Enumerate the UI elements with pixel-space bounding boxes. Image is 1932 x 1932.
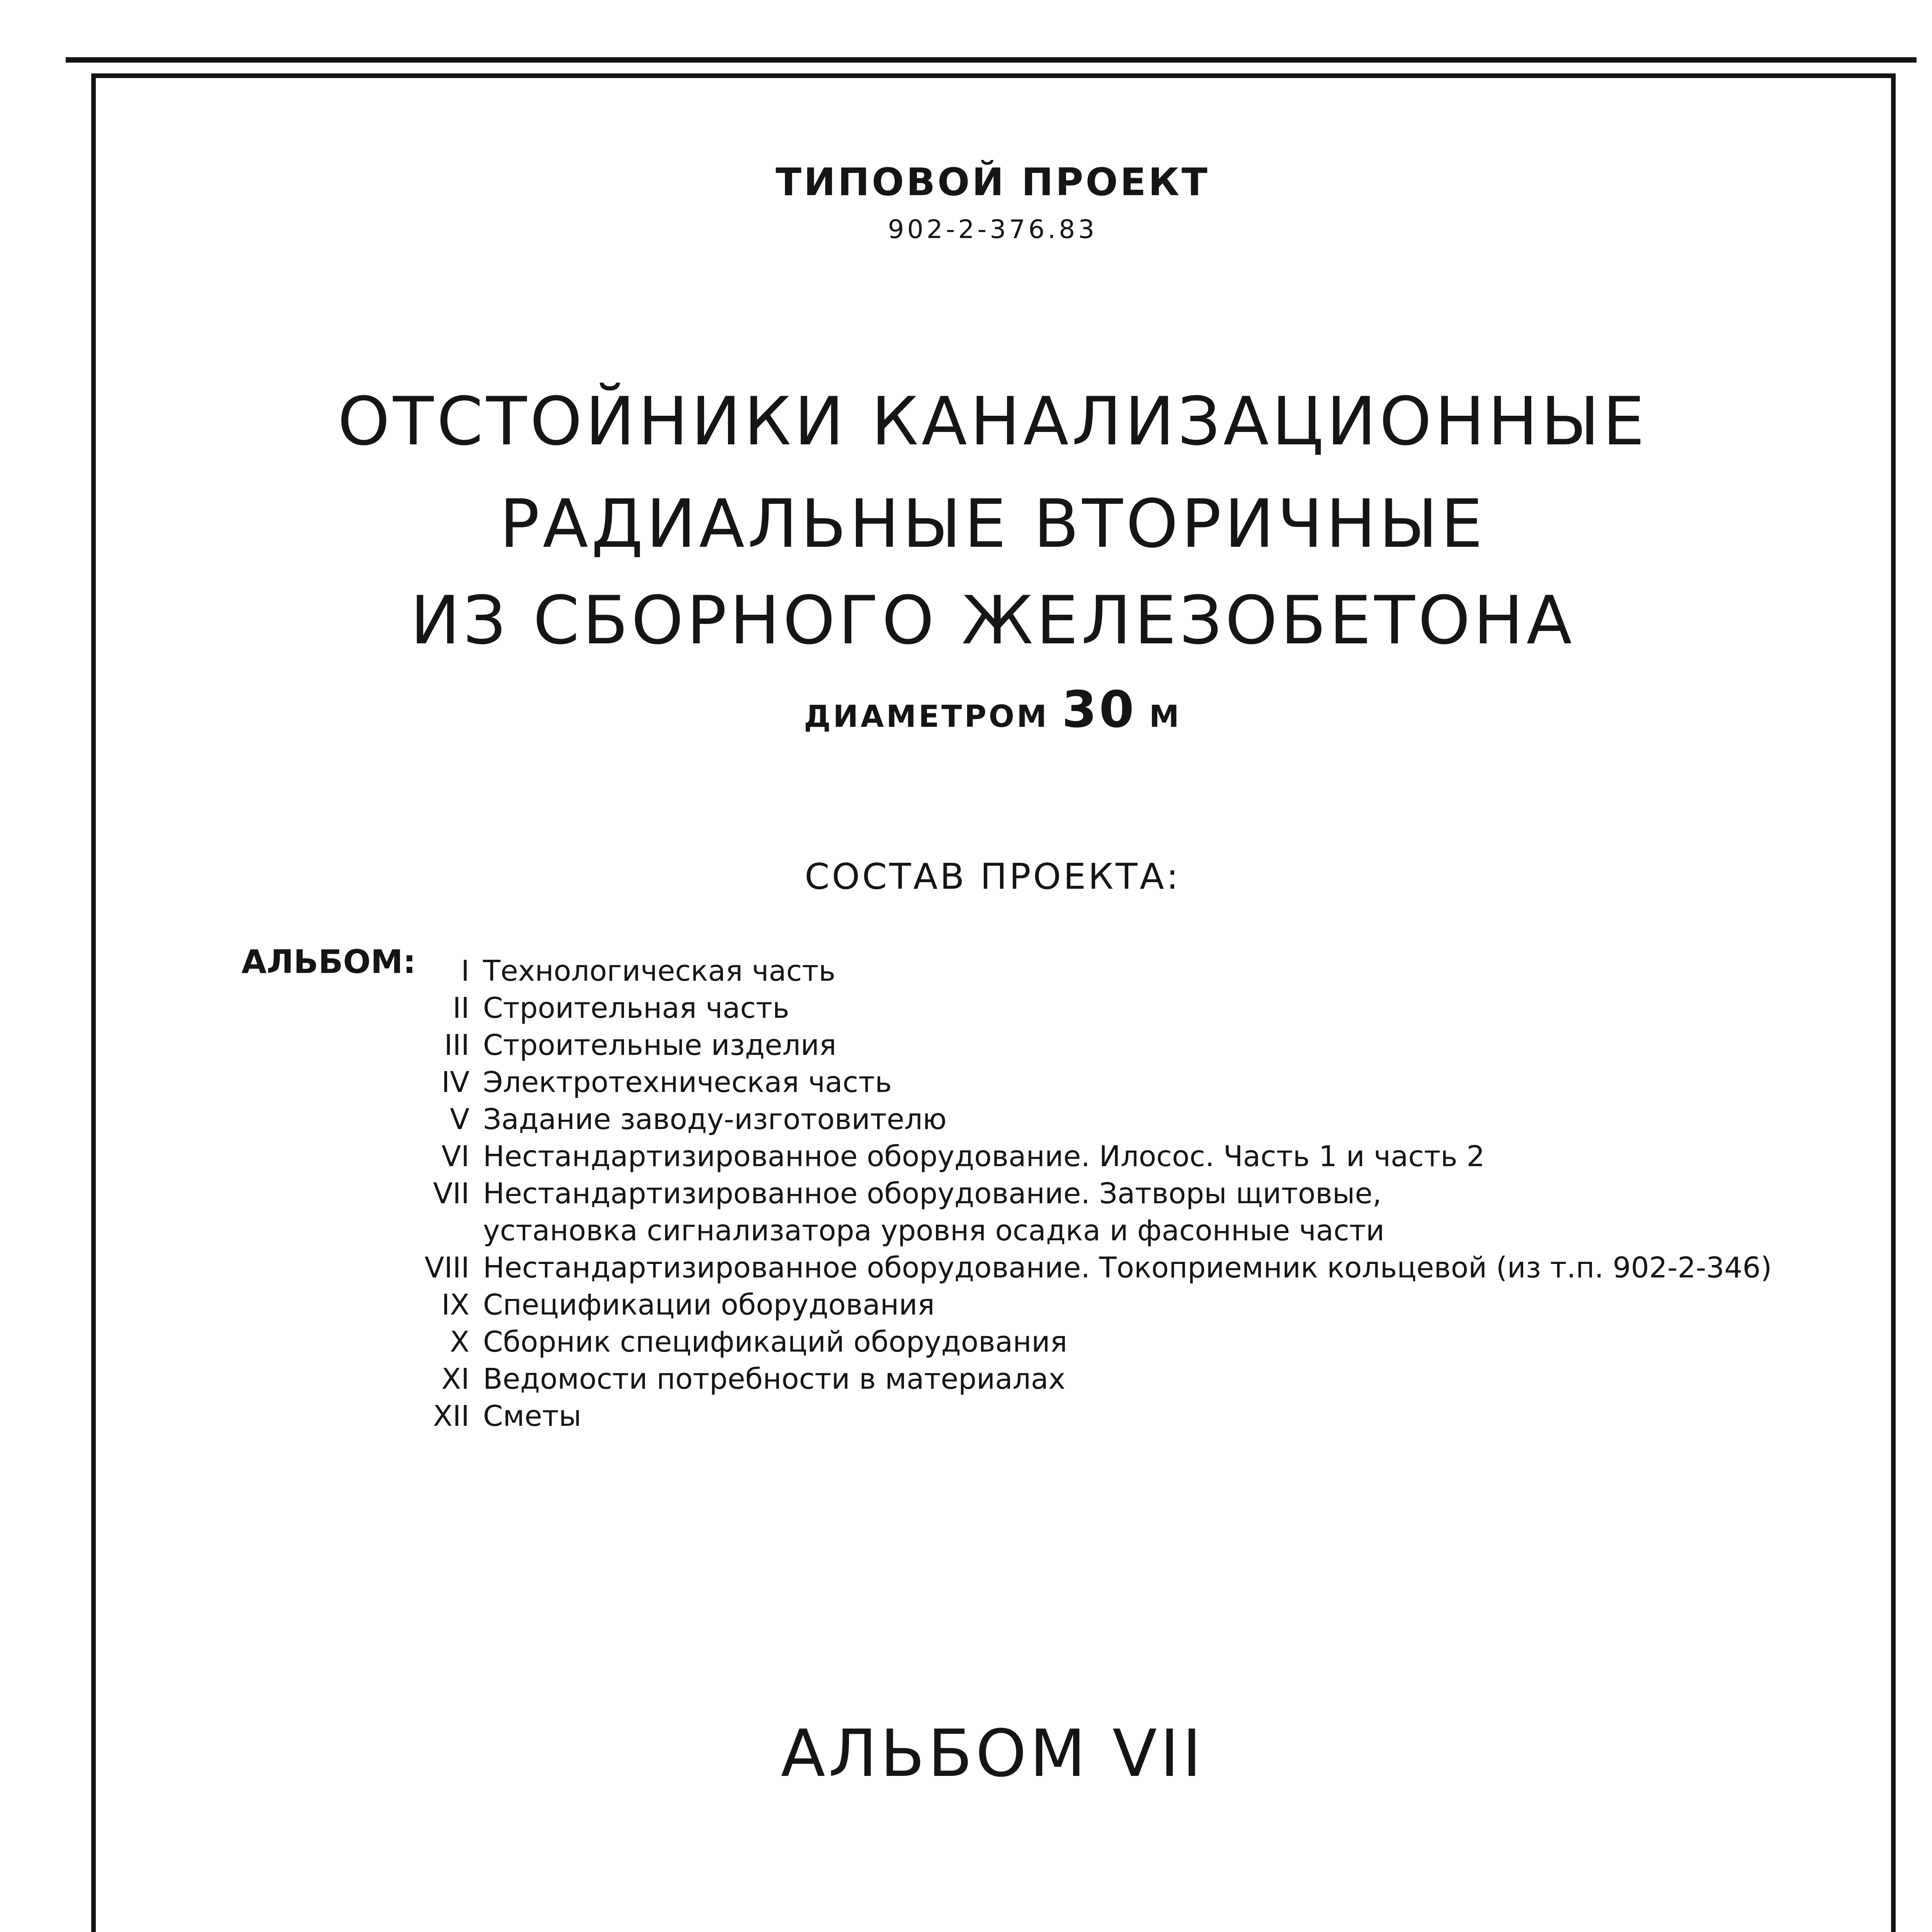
album-list-item bbox=[417, 1212, 1835, 1249]
title-line-1: ОТСТОЙНИКИ КАНАЛИЗАЦИОННЫЕ bbox=[337, 383, 1648, 460]
album-number: VI bbox=[441, 1140, 469, 1173]
album-number: XI bbox=[441, 1362, 469, 1396]
album-list-item bbox=[417, 1027, 1835, 1064]
composition-heading: СОСТАВ ПРОЕКТА: bbox=[804, 856, 1181, 897]
album-number: IX bbox=[441, 1288, 469, 1321]
album-number: VIII bbox=[424, 1251, 469, 1284]
album-number: III bbox=[444, 1029, 469, 1062]
diameter-label: ДИАМЕТРОМ bbox=[804, 699, 1049, 734]
album-description: Электротехническая часть bbox=[483, 1066, 892, 1099]
frame-top-line bbox=[66, 57, 1917, 63]
project-type: ТИПОВОЙ ПРОЕКТ bbox=[776, 160, 1210, 204]
album-description: Спецификации оборудования bbox=[483, 1288, 935, 1321]
album-list-item bbox=[417, 1361, 1835, 1398]
diameter-unit: М bbox=[1149, 699, 1182, 734]
album-list-item bbox=[417, 1064, 1835, 1101]
album-list bbox=[417, 952, 1835, 1435]
album-number: V bbox=[450, 1103, 469, 1136]
album-list-item bbox=[417, 1398, 1835, 1435]
album-list-item bbox=[417, 1101, 1835, 1138]
album-number: XII bbox=[433, 1400, 469, 1433]
project-code: 902-2-376.83 bbox=[888, 214, 1098, 244]
album-description: Сметы bbox=[483, 1400, 582, 1433]
album-number: I bbox=[461, 954, 469, 988]
title-line-2: РАДИАЛЬНЫЕ ВТОРИЧНЫЕ bbox=[499, 485, 1486, 563]
album-description: Технологическая часть bbox=[483, 954, 836, 988]
album-label: АЛЬБОМ: bbox=[242, 943, 416, 981]
album-list-item bbox=[417, 990, 1835, 1027]
album-description: Задание заводу-изготовителю bbox=[483, 1103, 947, 1136]
album-number: IV bbox=[441, 1066, 469, 1099]
album-list-item bbox=[417, 1323, 1835, 1361]
album-list-item bbox=[417, 1138, 1835, 1175]
diameter-line bbox=[0, 680, 1932, 739]
title-line-3: ИЗ СБОРНОГО ЖЕЛЕЗОБЕТОНА bbox=[410, 582, 1575, 659]
album-description: Нестандартизированное оборудование. Илосос. Часть 1 и часть 2 bbox=[483, 1140, 1485, 1173]
album-description: Нестандартизированное оборудование. Затворы щитовые, bbox=[483, 1177, 1382, 1210]
album-description: Строительные изделия bbox=[483, 1029, 837, 1062]
album-list-item bbox=[417, 952, 1835, 990]
album-description: установка сигнализатора уровня осадка и фасонные части bbox=[483, 1214, 1384, 1247]
album-description: Сборник спецификаций оборудования bbox=[483, 1325, 1068, 1359]
album-number: II bbox=[452, 992, 469, 1025]
album-number: X bbox=[450, 1325, 469, 1359]
album-list-item bbox=[417, 1286, 1835, 1323]
album-description: Строительная часть bbox=[483, 992, 789, 1025]
diameter-value: 30 bbox=[1061, 680, 1136, 739]
album-description: Ведомости потребности в материалах bbox=[483, 1362, 1065, 1396]
album-number: VII bbox=[433, 1177, 469, 1210]
album-title: АЛЬБОМ VII bbox=[781, 1716, 1205, 1791]
album-list-item bbox=[417, 1249, 1835, 1286]
album-description: Нестандартизированное оборудование. Токоприемник кольцевой (из т.п. 902-2-346) bbox=[483, 1251, 1772, 1284]
album-list-item bbox=[417, 1175, 1835, 1212]
